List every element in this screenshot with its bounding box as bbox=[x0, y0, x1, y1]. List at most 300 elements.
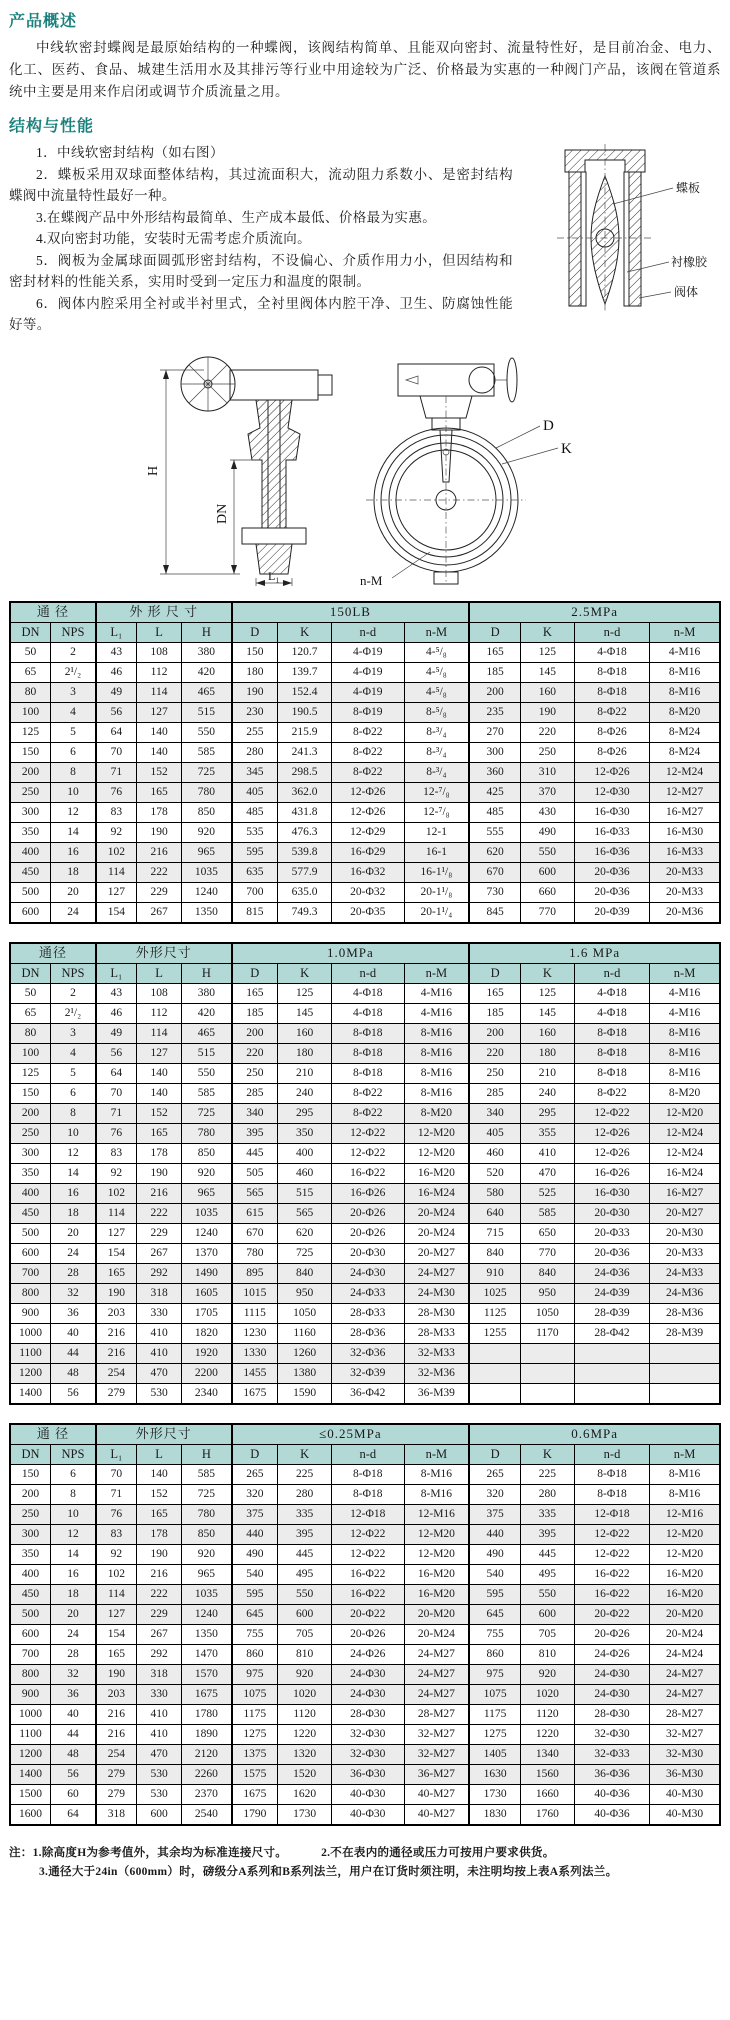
table-cell: 555 bbox=[469, 822, 520, 842]
handwheel-edge bbox=[507, 358, 517, 402]
table-cell: 32-Φ30 bbox=[574, 1724, 649, 1744]
table-cell: 254 bbox=[96, 1744, 136, 1764]
table-cell: 250 bbox=[10, 782, 50, 802]
table-cell: 154 bbox=[96, 1243, 136, 1263]
table-cell: 292 bbox=[136, 1263, 181, 1283]
table-row bbox=[10, 822, 720, 842]
table-cell: 16-Φ36 bbox=[574, 842, 649, 862]
table-cell: 860 bbox=[232, 1644, 278, 1664]
table-cell: 16-M20 bbox=[404, 1584, 469, 1604]
table-cell: 32-M33 bbox=[404, 1343, 469, 1363]
dimension-figure-row bbox=[9, 342, 721, 593]
table-row bbox=[10, 882, 720, 902]
table-cell: 8-M16 bbox=[404, 1063, 469, 1083]
table-cell: 1240 bbox=[182, 882, 232, 902]
table-cell: 515 bbox=[182, 702, 232, 722]
table-cell: 920 bbox=[520, 1664, 574, 1684]
table-group-header: 外形尺寸 bbox=[96, 1424, 232, 1445]
table-cell: 318 bbox=[136, 1283, 181, 1303]
table-column-header: D bbox=[469, 1444, 520, 1464]
table-cell: 16-Φ33 bbox=[574, 822, 649, 842]
table-cell: 420 bbox=[182, 662, 232, 682]
table-cell: 127 bbox=[96, 1223, 136, 1243]
table-cell: 222 bbox=[136, 1584, 181, 1604]
table-cell: 100 bbox=[10, 1043, 50, 1063]
table-cell: 36-M39 bbox=[404, 1383, 469, 1404]
table-cell: 190 bbox=[136, 1163, 181, 1183]
table-cell: 200 bbox=[469, 682, 520, 702]
table-cell: 24-Φ30 bbox=[574, 1684, 649, 1704]
table-column-header: NPS bbox=[50, 622, 95, 642]
table-cell: 28-M39 bbox=[650, 1323, 720, 1343]
table-cell: 1260 bbox=[278, 1343, 332, 1363]
table-cell: 1830 bbox=[469, 1804, 520, 1825]
table-cell: 255 bbox=[232, 722, 278, 742]
table-cell: 375 bbox=[232, 1504, 278, 1524]
table-cell: 46 bbox=[96, 662, 136, 682]
label-body: 阀体 bbox=[674, 285, 699, 299]
table-cell: 1170 bbox=[520, 1323, 574, 1343]
footnotes bbox=[9, 1844, 721, 1882]
table-cell: 300 bbox=[10, 1143, 50, 1163]
table-cell: 1350 bbox=[182, 1624, 232, 1644]
table-cell: 16-M33 bbox=[650, 842, 720, 862]
table-cell: 950 bbox=[278, 1283, 332, 1303]
table-cell: 705 bbox=[520, 1624, 574, 1644]
table-cell: 65 bbox=[10, 1003, 50, 1023]
table-row bbox=[10, 1524, 720, 1544]
table-cell: 476.3 bbox=[278, 822, 332, 842]
table-cell: 700 bbox=[10, 1263, 50, 1283]
table-row bbox=[10, 862, 720, 882]
table-column-header: L bbox=[136, 622, 181, 642]
table-cell: 28-Φ30 bbox=[574, 1704, 649, 1724]
table-cell: 780 bbox=[182, 1123, 232, 1143]
table-cell: 300 bbox=[469, 742, 520, 762]
table-cell: 515 bbox=[182, 1043, 232, 1063]
table-row bbox=[10, 1664, 720, 1684]
table-row bbox=[10, 1163, 720, 1183]
table-cell: 895 bbox=[232, 1263, 278, 1283]
table-cell: 8 bbox=[50, 1484, 95, 1504]
table-cell: 1730 bbox=[278, 1804, 332, 1825]
table-cell: 595 bbox=[232, 1584, 278, 1604]
table-cell: 1020 bbox=[278, 1684, 332, 1704]
table-cell: 920 bbox=[182, 1163, 232, 1183]
table-cell: 32-M27 bbox=[404, 1744, 469, 1764]
table-cell: 1160 bbox=[278, 1323, 332, 1343]
table-cell: 8-Φ18 bbox=[574, 682, 649, 702]
table-cell: 485 bbox=[469, 802, 520, 822]
table-cell: 465 bbox=[182, 1023, 232, 1043]
table-cell: 125 bbox=[520, 983, 574, 1003]
table-cell: 20-M36 bbox=[650, 902, 720, 923]
table-cell: 4-Φ19 bbox=[332, 642, 404, 662]
table-cell: 24-Φ30 bbox=[574, 1664, 649, 1684]
table-cell: 12-Φ26 bbox=[574, 762, 649, 782]
table-cell: 18 bbox=[50, 1584, 95, 1604]
table-cell: 8-Φ18 bbox=[332, 1484, 404, 1504]
table-cell: 20-M24 bbox=[404, 1624, 469, 1644]
dim-label-nm: n-M bbox=[360, 572, 383, 588]
table-cell: 32-Φ30 bbox=[332, 1724, 404, 1744]
table-cell: 152 bbox=[136, 1484, 181, 1504]
table-cell: 24-M30 bbox=[404, 1283, 469, 1303]
table-cell: 585 bbox=[182, 1083, 232, 1103]
table-cell: 345 bbox=[232, 762, 278, 782]
table-cell: 845 bbox=[469, 902, 520, 923]
table-cell: 600 bbox=[10, 1624, 50, 1644]
table-cell: 730 bbox=[469, 882, 520, 902]
table-cell: 12-Φ22 bbox=[332, 1524, 404, 1544]
table-cell: 12-Φ22 bbox=[332, 1544, 404, 1564]
table-cell: 200 bbox=[10, 1484, 50, 1504]
table-cell: 370 bbox=[520, 782, 574, 802]
table-cell: 165 bbox=[96, 1644, 136, 1664]
table-cell: 20-Φ36 bbox=[574, 1243, 649, 1263]
table-cell: 500 bbox=[10, 1604, 50, 1624]
table-cell: 460 bbox=[469, 1143, 520, 1163]
table-cell bbox=[469, 1383, 520, 1404]
table-group-header: ≤0.25MPa bbox=[232, 1424, 470, 1445]
table-cell: 4 bbox=[50, 702, 95, 722]
table-cell: 48 bbox=[50, 1744, 95, 1764]
table-cell: 8-Φ18 bbox=[332, 1043, 404, 1063]
table-cell: 1400 bbox=[10, 1383, 50, 1404]
table-column-header: n-d bbox=[332, 622, 404, 642]
table-cell: 2370 bbox=[182, 1784, 232, 1804]
table-cell: 265 bbox=[232, 1464, 278, 1484]
table-cell: 16-M24 bbox=[404, 1183, 469, 1203]
table-cell: 16-Φ22 bbox=[574, 1584, 649, 1604]
table-cell: 375 bbox=[469, 1504, 520, 1524]
table-cell: 16-Φ26 bbox=[574, 1163, 649, 1183]
table-cell: 400 bbox=[10, 1564, 50, 1584]
table-cell: 295 bbox=[278, 1103, 332, 1123]
table-row bbox=[10, 1183, 720, 1203]
table-cell: 140 bbox=[136, 1083, 181, 1103]
table-cell: 1350 bbox=[182, 902, 232, 923]
table-cell: 295 bbox=[520, 1103, 574, 1123]
table-cell: 320 bbox=[232, 1484, 278, 1504]
table-cell: 8-Φ22 bbox=[332, 1103, 404, 1123]
table-cell: 40 bbox=[50, 1704, 95, 1724]
table-cell: 1050 bbox=[520, 1303, 574, 1323]
table-row bbox=[10, 1704, 720, 1724]
table-cell: 8-Φ22 bbox=[332, 1083, 404, 1103]
table-cell: 10 bbox=[50, 1123, 95, 1143]
rubber-liner-left bbox=[581, 172, 586, 306]
table-cell: 279 bbox=[96, 1764, 136, 1784]
table-cell: 975 bbox=[232, 1664, 278, 1684]
table-cell: 16-Φ22 bbox=[332, 1584, 404, 1604]
table-cell: 20-Φ30 bbox=[574, 1203, 649, 1223]
table-cell: 8-Φ22 bbox=[574, 702, 649, 722]
table-cell: 12-M20 bbox=[404, 1544, 469, 1564]
dim-label-k: K bbox=[561, 440, 572, 457]
table-cell: 577.9 bbox=[278, 862, 332, 882]
table-group-header: 外形尺寸 bbox=[96, 943, 232, 964]
table-cell: 410 bbox=[136, 1343, 181, 1363]
table-cell: 165 bbox=[232, 983, 278, 1003]
table-cell: 114 bbox=[96, 1203, 136, 1223]
table-cell: 20-M27 bbox=[650, 1203, 720, 1223]
table-cell: 16-M20 bbox=[650, 1584, 720, 1604]
table-cell: 265 bbox=[469, 1464, 520, 1484]
table-cell: 1035 bbox=[182, 1203, 232, 1223]
table-group-header: 通 径 bbox=[10, 1424, 96, 1445]
table-row bbox=[10, 1103, 720, 1123]
table-cell: 20-M20 bbox=[404, 1604, 469, 1624]
table-cell: 800 bbox=[10, 1664, 50, 1684]
table-cell: 400 bbox=[10, 1183, 50, 1203]
table-cell: 140 bbox=[136, 742, 181, 762]
table-column-header: D bbox=[469, 963, 520, 983]
table-cell: 485 bbox=[232, 802, 278, 822]
table-cell: 114 bbox=[136, 1023, 181, 1043]
table-cell: 362.0 bbox=[278, 782, 332, 802]
table-row bbox=[10, 1123, 720, 1143]
table-cell: 340 bbox=[469, 1103, 520, 1123]
table-cell: 44 bbox=[50, 1724, 95, 1744]
table-cell: 140 bbox=[136, 722, 181, 742]
footnote-line-1 bbox=[9, 1844, 721, 1863]
table-cell: 20-Φ33 bbox=[574, 1223, 649, 1243]
table-column-header: n-M bbox=[650, 1444, 720, 1464]
table-cell: 24-Φ33 bbox=[332, 1283, 404, 1303]
table-cell: 20-M27 bbox=[404, 1243, 469, 1263]
table-cell: 300 bbox=[10, 802, 50, 822]
table-cell: 1490 bbox=[182, 1263, 232, 1283]
table-row bbox=[10, 1023, 720, 1043]
table-cell: 585 bbox=[182, 742, 232, 762]
table-cell: 8-Φ22 bbox=[332, 742, 404, 762]
table-cell: 540 bbox=[232, 1564, 278, 1584]
table-cell: 279 bbox=[96, 1383, 136, 1404]
table-cell: 600 bbox=[10, 902, 50, 923]
table-cell: 1605 bbox=[182, 1283, 232, 1303]
table-column-header: K bbox=[520, 963, 574, 983]
table-cell: 8-M24 bbox=[650, 742, 720, 762]
table-cell: 127 bbox=[96, 1604, 136, 1624]
table-cell: 160 bbox=[520, 682, 574, 702]
overview-paragraph: 中线软密封蝶阀是最原始结构的一种蝶阀，该阀结构简单、且能双向密封、流量特性好，是目前冶金、电力、化工、医药、食品、城建生活用水及其排污等行业中用途较为广泛、价格最为实惠的一种阀门产品，该阀在管道系统中主要是用来作启闭或调节介质流量之用。 bbox=[9, 40, 721, 99]
table-cell: 36 bbox=[50, 1684, 95, 1704]
table-cell: 180 bbox=[232, 662, 278, 682]
leader-body bbox=[639, 292, 671, 298]
table-cell: 400 bbox=[278, 1143, 332, 1163]
table-cell: 950 bbox=[520, 1283, 574, 1303]
table-cell: 1340 bbox=[520, 1744, 574, 1764]
table-cell: 8-M16 bbox=[650, 1063, 720, 1083]
table-cell: 490 bbox=[232, 1544, 278, 1564]
table-cell: 40-Φ36 bbox=[574, 1804, 649, 1825]
table-cell: 12-Φ18 bbox=[574, 1504, 649, 1524]
table-column-header: K bbox=[278, 963, 332, 983]
table-cell: 12 bbox=[50, 802, 95, 822]
table-cell: 1660 bbox=[520, 1784, 574, 1804]
table-cell: 200 bbox=[469, 1023, 520, 1043]
table-cell: 1375 bbox=[232, 1744, 278, 1764]
table-cell: 20-Φ35 bbox=[332, 902, 404, 923]
table-column-header: D bbox=[232, 963, 278, 983]
table-cell: 210 bbox=[278, 1063, 332, 1083]
table-cell: 1730 bbox=[469, 1784, 520, 1804]
table-cell: 12-Φ22 bbox=[332, 1143, 404, 1163]
table-cell: 1520 bbox=[278, 1764, 332, 1784]
table-cell: 102 bbox=[96, 842, 136, 862]
table-cell: 585 bbox=[182, 1464, 232, 1484]
table-row bbox=[10, 1143, 720, 1163]
table-cell: 24-M27 bbox=[650, 1684, 720, 1704]
table-cell: 127 bbox=[136, 1043, 181, 1063]
table-cell: 810 bbox=[520, 1644, 574, 1664]
table-cell: 32-M27 bbox=[650, 1724, 720, 1744]
table-cell: 292 bbox=[136, 1644, 181, 1664]
table-cell: 112 bbox=[136, 1003, 181, 1023]
table-cell: 220 bbox=[232, 1043, 278, 1063]
table-cell: 24-Φ30 bbox=[332, 1263, 404, 1283]
table-cell: 1320 bbox=[278, 1744, 332, 1764]
gearbox bbox=[230, 370, 318, 400]
table-cell: 615 bbox=[232, 1203, 278, 1223]
table-cell: 140 bbox=[136, 1464, 181, 1484]
table-cell: 46 bbox=[96, 1003, 136, 1023]
table-cell: 108 bbox=[136, 642, 181, 662]
table-cell: 815 bbox=[232, 902, 278, 923]
table-row bbox=[10, 1363, 720, 1383]
table-column-header: K bbox=[520, 622, 574, 642]
table-cell: 800 bbox=[10, 1283, 50, 1303]
table-column-header: L₁ bbox=[96, 622, 136, 642]
table-cell: 16-Φ29 bbox=[332, 842, 404, 862]
table-cell: 8-Φ18 bbox=[332, 1464, 404, 1484]
table-cell: 14 bbox=[50, 1163, 95, 1183]
table-cell: 216 bbox=[96, 1704, 136, 1724]
table-cell: 520 bbox=[469, 1163, 520, 1183]
table-cell bbox=[574, 1343, 649, 1363]
table-cell: 395 bbox=[520, 1524, 574, 1544]
table-cell: 220 bbox=[469, 1043, 520, 1063]
table-cell: 410 bbox=[520, 1143, 574, 1163]
table-cell: 2200 bbox=[182, 1363, 232, 1383]
leader-disc bbox=[613, 188, 673, 204]
table-group-header: 0.6MPa bbox=[469, 1424, 720, 1445]
table-cell: 920 bbox=[278, 1664, 332, 1684]
table-cell: 380 bbox=[182, 642, 232, 662]
table-cell: 28-Φ33 bbox=[332, 1303, 404, 1323]
table-cell: 490 bbox=[520, 822, 574, 842]
table-row bbox=[10, 1003, 720, 1023]
table-cell: 8-M16 bbox=[404, 1043, 469, 1063]
table-cell bbox=[650, 1363, 720, 1383]
table-cell: 1125 bbox=[469, 1303, 520, 1323]
table-cell: 580 bbox=[469, 1183, 520, 1203]
table-cell: 16-M20 bbox=[650, 1564, 720, 1584]
table-cell: 20-M30 bbox=[650, 1223, 720, 1243]
table-row bbox=[10, 842, 720, 862]
table-cell: 350 bbox=[10, 1163, 50, 1183]
structure-heading: 结构与性能 bbox=[9, 118, 95, 135]
table-cell: 12-Φ26 bbox=[574, 1143, 649, 1163]
table-cell: 280 bbox=[520, 1484, 574, 1504]
table-cell: 150 bbox=[10, 1464, 50, 1484]
table-cell: 1920 bbox=[182, 1343, 232, 1363]
table-cell: 108 bbox=[136, 983, 181, 1003]
table-cell: 8-Φ19 bbox=[332, 702, 404, 722]
table-cell bbox=[469, 1343, 520, 1363]
table-cell: 32-M30 bbox=[650, 1744, 720, 1764]
table-cell: 16-1¹/₈ bbox=[404, 862, 469, 882]
table-cell: 140 bbox=[136, 1063, 181, 1083]
footnote-3: 3.通径大于24in（600mm）时，磅级分A系列和B系列法兰，用户在订货时须注明，未注明均按上表A系列法兰。 bbox=[39, 1865, 618, 1878]
table-cell: 1570 bbox=[182, 1664, 232, 1684]
table-cell: 2¹/₂ bbox=[50, 1003, 95, 1023]
table-cell: 28-Φ39 bbox=[574, 1303, 649, 1323]
table-cell: 350 bbox=[10, 822, 50, 842]
table-cell: 64 bbox=[96, 722, 136, 742]
table-cell: 16-Φ22 bbox=[574, 1564, 649, 1584]
table-cell: 28-M27 bbox=[650, 1704, 720, 1724]
table-row bbox=[10, 1784, 720, 1804]
table-row bbox=[10, 1584, 720, 1604]
table-row bbox=[10, 1343, 720, 1363]
table-cell: 670 bbox=[469, 862, 520, 882]
table-column-header: n-M bbox=[404, 963, 469, 983]
table-cell: 300 bbox=[10, 1524, 50, 1544]
table-cell: 230 bbox=[232, 702, 278, 722]
table-cell: 32-M36 bbox=[404, 1363, 469, 1383]
table-cell: 92 bbox=[96, 822, 136, 842]
table-cell: 400 bbox=[10, 842, 50, 862]
table-cell: 160 bbox=[278, 1023, 332, 1043]
table-cell bbox=[520, 1383, 574, 1404]
table-cell: 1675 bbox=[232, 1383, 278, 1404]
table-cell: 229 bbox=[136, 882, 181, 902]
table-cell: 535 bbox=[232, 822, 278, 842]
table-cell: 254 bbox=[96, 1363, 136, 1383]
footnote-1: 1.除高度H为参考值外，其余均为标准连接尺寸。 bbox=[32, 1846, 288, 1859]
table-cell: 12-Φ29 bbox=[332, 822, 404, 842]
table-cell: 20-M33 bbox=[650, 1243, 720, 1263]
table-cell: 12-M27 bbox=[650, 782, 720, 802]
table-cell: 810 bbox=[278, 1644, 332, 1664]
table-cell: 1630 bbox=[469, 1764, 520, 1784]
table-cell: 40-Φ30 bbox=[332, 1784, 404, 1804]
table-cell: 470 bbox=[520, 1163, 574, 1183]
table-cell: 165 bbox=[136, 782, 181, 802]
table-cell: 36-Φ36 bbox=[574, 1764, 649, 1784]
table-cell: 76 bbox=[96, 782, 136, 802]
table-row bbox=[10, 902, 720, 923]
table-cell: 125 bbox=[10, 722, 50, 742]
table-cell: 12-M24 bbox=[650, 1123, 720, 1143]
table-column-header: L bbox=[136, 963, 181, 983]
table-cell: 279 bbox=[96, 1784, 136, 1804]
table-cell: 32-Φ33 bbox=[574, 1744, 649, 1764]
table-cell: 36-M27 bbox=[404, 1764, 469, 1784]
table-row bbox=[10, 1684, 720, 1704]
table-cell: 180 bbox=[520, 1043, 574, 1063]
table-column-header: NPS bbox=[50, 963, 95, 983]
table-cell: 20-M33 bbox=[650, 882, 720, 902]
table-cell: 8-M16 bbox=[650, 662, 720, 682]
table-cell: 44 bbox=[50, 1343, 95, 1363]
table-cell: 330 bbox=[136, 1303, 181, 1323]
table-cell: 850 bbox=[182, 1524, 232, 1544]
table-cell: 340 bbox=[232, 1103, 278, 1123]
table-cell: 640 bbox=[469, 1203, 520, 1223]
